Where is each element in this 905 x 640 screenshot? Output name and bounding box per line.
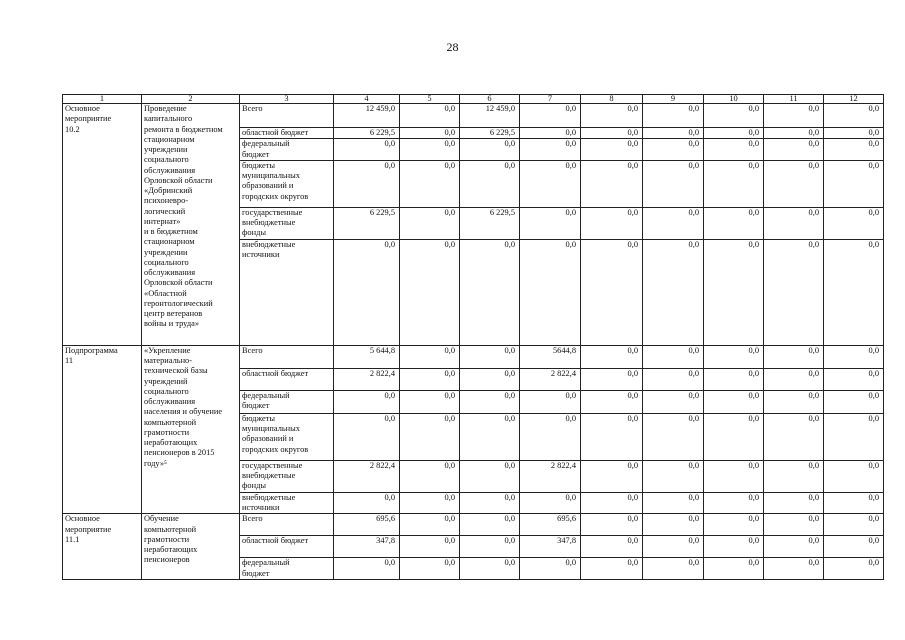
value-cell: 0,0 bbox=[824, 460, 884, 492]
value-cell: 0,0 bbox=[581, 390, 643, 413]
value-cell: 0,0 bbox=[764, 139, 824, 161]
value-cell: 0,0 bbox=[581, 160, 643, 207]
value-cell: 0,0 bbox=[581, 128, 643, 139]
value-cell: 0,0 bbox=[704, 390, 764, 413]
value-cell: 0,0 bbox=[460, 139, 520, 161]
section-label: Подпрограмма 11 bbox=[63, 345, 142, 514]
value-cell: 0,0 bbox=[764, 536, 824, 558]
value-cell: 0,0 bbox=[400, 207, 460, 239]
funding-source: внебюджетные источники bbox=[240, 492, 334, 514]
funding-source: областной бюджет bbox=[240, 368, 334, 390]
funding-source: Всего bbox=[240, 514, 334, 536]
value-cell: 0,0 bbox=[334, 139, 400, 161]
column-header: 5 bbox=[400, 95, 460, 104]
value-cell: 0,0 bbox=[460, 558, 520, 580]
value-cell: 12 459,0 bbox=[334, 104, 400, 128]
value-cell: 0,0 bbox=[520, 413, 581, 460]
funding-source: государственные внебюджетные фонды bbox=[240, 460, 334, 492]
value-cell: 0,0 bbox=[704, 345, 764, 368]
value-cell: 0,0 bbox=[824, 345, 884, 368]
section-label: Основное мероприятие 11.1 bbox=[63, 514, 142, 580]
value-cell: 0,0 bbox=[400, 413, 460, 460]
value-cell: 2 822,4 bbox=[520, 460, 581, 492]
value-cell: 0,0 bbox=[400, 139, 460, 161]
value-cell: 0,0 bbox=[704, 207, 764, 239]
value-cell: 0,0 bbox=[764, 413, 824, 460]
value-cell: 0,0 bbox=[643, 368, 704, 390]
column-header: 1 bbox=[63, 95, 142, 104]
value-cell: 0,0 bbox=[643, 239, 704, 345]
value-cell: 0,0 bbox=[643, 514, 704, 536]
header-row bbox=[63, 95, 884, 104]
value-cell: 0,0 bbox=[824, 207, 884, 239]
value-cell: 0,0 bbox=[400, 345, 460, 368]
section-description: Проведение капитального ремонта в бюджетном стационарном учреждении социального обслуживания Орловской области «Добринский психоневро- логический интернат» и в бюджетном стационарном учреждении социального обслуживания Орловской области «Областной геронтологический центр ветеранов войны и труда» bbox=[142, 104, 240, 346]
value-cell: 0,0 bbox=[460, 514, 520, 536]
value-cell: 0,0 bbox=[704, 460, 764, 492]
value-cell: 0,0 bbox=[581, 558, 643, 580]
value-cell: 0,0 bbox=[643, 160, 704, 207]
value-cell: 695,6 bbox=[520, 514, 581, 536]
value-cell: 0,0 bbox=[764, 390, 824, 413]
value-cell: 0,0 bbox=[643, 139, 704, 161]
value-cell: 0,0 bbox=[764, 558, 824, 580]
value-cell: 0,0 bbox=[643, 558, 704, 580]
column-header: 6 bbox=[460, 95, 520, 104]
value-cell: 0,0 bbox=[704, 239, 764, 345]
value-cell: 0,0 bbox=[643, 128, 704, 139]
value-cell: 0,0 bbox=[764, 104, 824, 128]
value-cell: 0,0 bbox=[334, 558, 400, 580]
value-cell: 0,0 bbox=[581, 139, 643, 161]
value-cell: 0,0 bbox=[704, 492, 764, 514]
section-description: Обучение компьютерной грамотности неработающих пенсионеров bbox=[142, 514, 240, 580]
value-cell: 0,0 bbox=[334, 413, 400, 460]
value-cell: 5644,8 bbox=[520, 345, 581, 368]
value-cell: 0,0 bbox=[704, 413, 764, 460]
value-cell: 0,0 bbox=[400, 460, 460, 492]
value-cell: 0,0 bbox=[400, 558, 460, 580]
column-header: 9 bbox=[643, 95, 704, 104]
value-cell: 0,0 bbox=[520, 207, 581, 239]
value-cell: 0,0 bbox=[581, 345, 643, 368]
value-cell: 0,0 bbox=[581, 368, 643, 390]
value-cell: 695,6 bbox=[334, 514, 400, 536]
value-cell: 0,0 bbox=[520, 390, 581, 413]
value-cell: 0,0 bbox=[400, 239, 460, 345]
value-cell: 0,0 bbox=[824, 128, 884, 139]
value-cell: 0,0 bbox=[764, 239, 824, 345]
value-cell: 0,0 bbox=[824, 492, 884, 514]
value-cell: 0,0 bbox=[824, 139, 884, 161]
value-cell: 0,0 bbox=[460, 239, 520, 345]
value-cell: 0,0 bbox=[460, 345, 520, 368]
funding-source: бюджеты муниципальных образований и городских округов bbox=[240, 160, 334, 207]
funding-source: федеральный бюджет bbox=[240, 558, 334, 580]
column-header: 11 bbox=[764, 95, 824, 104]
value-cell: 347,8 bbox=[520, 536, 581, 558]
value-cell: 6 229,5 bbox=[334, 207, 400, 239]
column-header: 8 bbox=[581, 95, 643, 104]
value-cell: 0,0 bbox=[764, 207, 824, 239]
funding-source: областной бюджет bbox=[240, 536, 334, 558]
funding-source: областной бюджет bbox=[240, 128, 334, 139]
funding-source: внебюджетные источники bbox=[240, 239, 334, 345]
value-cell: 0,0 bbox=[764, 492, 824, 514]
value-cell: 0,0 bbox=[824, 514, 884, 536]
value-cell: 0,0 bbox=[824, 558, 884, 580]
table-row bbox=[63, 345, 884, 368]
value-cell: 0,0 bbox=[581, 413, 643, 460]
value-cell: 0,0 bbox=[704, 139, 764, 161]
funding-source: федеральный бюджет bbox=[240, 390, 334, 413]
value-cell: 2 822,4 bbox=[520, 368, 581, 390]
value-cell: 0,0 bbox=[643, 413, 704, 460]
value-cell: 0,0 bbox=[643, 207, 704, 239]
value-cell: 0,0 bbox=[643, 492, 704, 514]
value-cell: 0,0 bbox=[334, 390, 400, 413]
value-cell: 0,0 bbox=[460, 160, 520, 207]
value-cell: 0,0 bbox=[764, 368, 824, 390]
value-cell: 0,0 bbox=[334, 239, 400, 345]
funding-source: Всего bbox=[240, 345, 334, 368]
value-cell: 0,0 bbox=[764, 128, 824, 139]
value-cell: 2 822,4 bbox=[334, 460, 400, 492]
value-cell: 0,0 bbox=[824, 390, 884, 413]
value-cell: 0,0 bbox=[400, 514, 460, 536]
value-cell: 0,0 bbox=[400, 128, 460, 139]
value-cell: 0,0 bbox=[764, 514, 824, 536]
value-cell: 0,0 bbox=[400, 536, 460, 558]
value-cell: 2 822,4 bbox=[334, 368, 400, 390]
table-row bbox=[63, 104, 884, 128]
value-cell: 0,0 bbox=[581, 207, 643, 239]
funding-source: Всего bbox=[240, 104, 334, 128]
value-cell: 0,0 bbox=[643, 345, 704, 368]
value-cell: 0,0 bbox=[764, 160, 824, 207]
value-cell: 0,0 bbox=[400, 104, 460, 128]
value-cell: 0,0 bbox=[824, 104, 884, 128]
value-cell: 0,0 bbox=[520, 104, 581, 128]
value-cell: 0,0 bbox=[581, 492, 643, 514]
value-cell: 0,0 bbox=[334, 492, 400, 514]
value-cell: 0,0 bbox=[704, 160, 764, 207]
funding-source: государственные внебюджетные фонды bbox=[240, 207, 334, 239]
value-cell: 0,0 bbox=[704, 514, 764, 536]
value-cell: 6 229,5 bbox=[334, 128, 400, 139]
value-cell: 0,0 bbox=[764, 345, 824, 368]
value-cell: 6 229,5 bbox=[460, 207, 520, 239]
value-cell: 0,0 bbox=[824, 368, 884, 390]
value-cell: 0,0 bbox=[824, 413, 884, 460]
value-cell: 0,0 bbox=[704, 558, 764, 580]
column-header: 2 bbox=[142, 95, 240, 104]
value-cell: 0,0 bbox=[400, 492, 460, 514]
value-cell: 0,0 bbox=[460, 390, 520, 413]
column-header: 12 bbox=[824, 95, 884, 104]
value-cell: 5 644,8 bbox=[334, 345, 400, 368]
funding-table bbox=[62, 94, 884, 580]
value-cell: 0,0 bbox=[643, 390, 704, 413]
value-cell: 0,0 bbox=[581, 460, 643, 492]
value-cell: 0,0 bbox=[581, 239, 643, 345]
value-cell: 0,0 bbox=[334, 160, 400, 207]
column-header: 3 bbox=[240, 95, 334, 104]
value-cell: 0,0 bbox=[460, 413, 520, 460]
column-header: 7 bbox=[520, 95, 581, 104]
value-cell: 0,0 bbox=[460, 536, 520, 558]
value-cell: 0,0 bbox=[704, 536, 764, 558]
table-row bbox=[63, 514, 884, 536]
value-cell: 0,0 bbox=[400, 390, 460, 413]
value-cell: 0,0 bbox=[520, 160, 581, 207]
funding-source: бюджеты муниципальных образований и городских округов bbox=[240, 413, 334, 460]
value-cell: 0,0 bbox=[520, 139, 581, 161]
value-cell: 6 229,5 bbox=[460, 128, 520, 139]
value-cell: 0,0 bbox=[824, 160, 884, 207]
value-cell: 0,0 bbox=[460, 460, 520, 492]
section-label: Основное мероприятие 10.2 bbox=[63, 104, 142, 346]
value-cell: 347,8 bbox=[334, 536, 400, 558]
value-cell: 0,0 bbox=[581, 536, 643, 558]
value-cell: 0,0 bbox=[704, 104, 764, 128]
value-cell: 0,0 bbox=[400, 368, 460, 390]
value-cell: 0,0 bbox=[643, 104, 704, 128]
value-cell: 0,0 bbox=[520, 128, 581, 139]
value-cell: 0,0 bbox=[643, 460, 704, 492]
value-cell: 0,0 bbox=[581, 514, 643, 536]
value-cell: 0,0 bbox=[581, 104, 643, 128]
value-cell: 0,0 bbox=[704, 128, 764, 139]
page-number: 28 bbox=[446, 40, 459, 54]
funding-source: федеральный бюджет bbox=[240, 139, 334, 161]
value-cell: 12 459,0 bbox=[460, 104, 520, 128]
value-cell: 0,0 bbox=[460, 492, 520, 514]
value-cell: 0,0 bbox=[704, 368, 764, 390]
value-cell: 0,0 bbox=[460, 368, 520, 390]
column-header: 4 bbox=[334, 95, 400, 104]
value-cell: 0,0 bbox=[764, 460, 824, 492]
value-cell: 0,0 bbox=[520, 492, 581, 514]
column-header: 10 bbox=[704, 95, 764, 104]
section-description: «Укрепление материально- технической базы учреждений социального обслуживания населения и обучение компьютерной грамотности неработающих пенсионеров в 2015 году»⁵ bbox=[142, 345, 240, 514]
value-cell: 0,0 bbox=[643, 536, 704, 558]
value-cell: 0,0 bbox=[824, 239, 884, 345]
value-cell: 0,0 bbox=[824, 536, 884, 558]
value-cell: 0,0 bbox=[400, 160, 460, 207]
value-cell: 0,0 bbox=[520, 558, 581, 580]
value-cell: 0,0 bbox=[520, 239, 581, 345]
